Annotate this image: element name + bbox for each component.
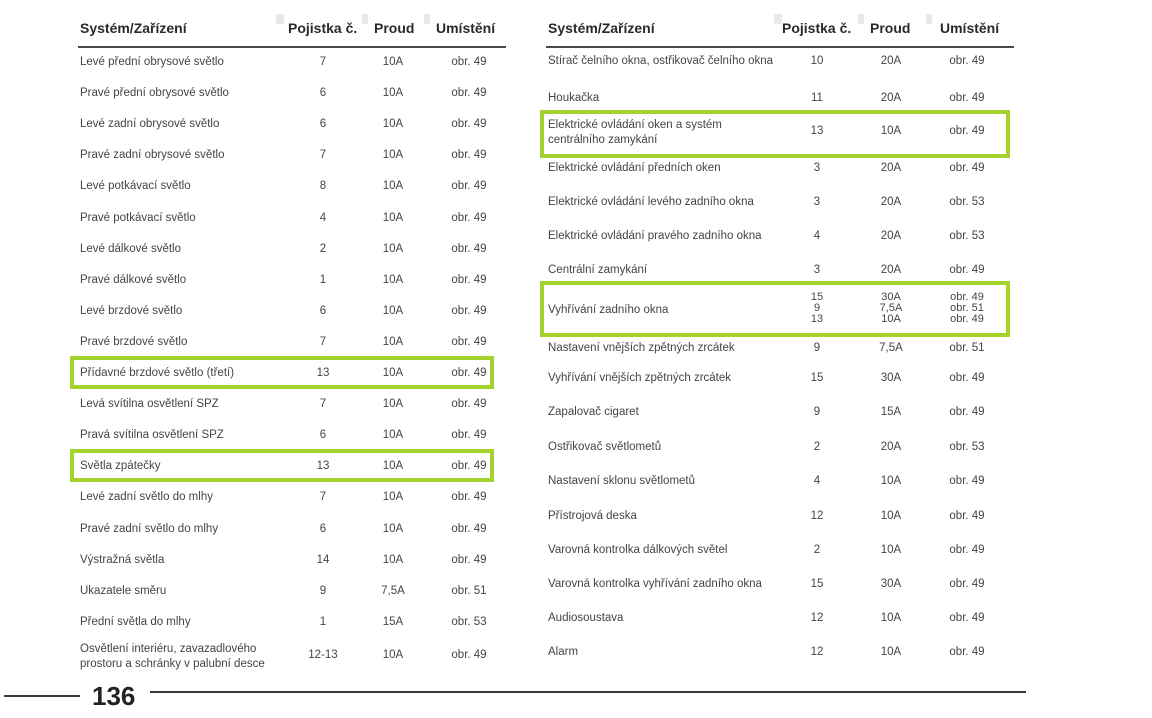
highlight-box <box>540 110 1010 158</box>
header-fuse: Pojistka č. <box>288 20 358 36</box>
cell-fuse: 7 <box>319 335 327 348</box>
cell-fuse: 2 <box>813 441 821 453</box>
cell-current: 30A <box>880 578 902 590</box>
cell-system: Nastavení sklonu světlometů <box>548 475 696 487</box>
table-row <box>546 340 1014 370</box>
cell-location: obr. 49 <box>949 646 985 658</box>
cell-current: 10A <box>382 118 404 131</box>
cell-system: Výstražná světla <box>80 553 165 566</box>
cell-fuse: 15 <box>810 372 824 384</box>
cell-current: 7,5A <box>381 584 405 597</box>
header-system: Systém/Zařízení <box>80 20 187 36</box>
table-row <box>78 116 506 146</box>
cell-current: 10A <box>382 398 404 411</box>
cell-system: Osvětlení interiéru, zavazadlového prostoru a schránky v palubní desce <box>80 643 265 670</box>
table-row <box>78 210 506 240</box>
cell-fuse: 9 <box>813 342 821 354</box>
cell-fuse: 12 <box>810 646 824 658</box>
cell-location: obr. 49 <box>451 242 487 255</box>
cell-location: obr. 49 <box>451 522 487 535</box>
cell-fuse: 12-13 <box>308 649 338 661</box>
cell-current: 10A <box>382 367 404 379</box>
cell-system: Ukazatele směru <box>80 584 167 597</box>
table-row <box>546 576 1014 606</box>
cell-current: 20A <box>880 196 902 208</box>
highlight-box <box>70 356 494 389</box>
table-header <box>78 14 506 48</box>
table-row <box>546 508 1014 538</box>
cell-system: Světla zpátečky <box>80 460 161 473</box>
cell-fuse: 6 <box>319 429 327 442</box>
cell-system: Pravá svítilna osvětlení SPZ <box>80 429 224 442</box>
table-row <box>546 370 1014 400</box>
cell-location: obr. 53 <box>949 230 985 242</box>
cell-current: 10A <box>880 475 902 487</box>
cell-location: obr. 49 <box>451 491 487 504</box>
cell-system: Přístrojová deska <box>548 510 637 522</box>
cell-fuse: 11 <box>811 92 823 104</box>
table-row <box>78 552 506 582</box>
cell-system: Levé brzdové světlo <box>80 304 183 317</box>
cell-current: 20A <box>880 162 902 174</box>
footer-rule <box>150 691 1026 693</box>
cell-system: Varovná kontrolka dálkových světel <box>548 544 728 556</box>
cell-location: obr. 49 <box>949 510 985 522</box>
cell-location: obr. 49 <box>451 304 487 317</box>
cell-fuse: 6 <box>319 304 327 317</box>
cell-current: 10A <box>880 125 902 137</box>
table-row <box>78 642 506 676</box>
cell-location: obr. 49 <box>451 553 487 566</box>
cell-current: 30A <box>880 372 902 384</box>
cell-location: obr. 49 <box>949 264 985 276</box>
cell-system: Elektrické ovládání levého zadního okna <box>548 196 754 208</box>
cell-fuse: 12 <box>810 612 824 624</box>
footer-rule <box>4 695 80 697</box>
table-row <box>546 228 1014 258</box>
cell-fuse: 9 <box>319 584 327 597</box>
cell-fuse: 2 <box>813 544 821 556</box>
cell-fuse: 15 <box>810 578 824 590</box>
cell-fuse: 13 <box>810 125 824 137</box>
cell-location: obr. 53 <box>949 441 985 453</box>
table-row <box>78 178 506 208</box>
cell-fuse: 6 <box>319 118 327 131</box>
table-row <box>78 521 506 551</box>
cell-system: Elektrické ovládání předních oken <box>548 162 721 174</box>
cell-system: Přední světla do mlhy <box>80 615 191 628</box>
cell-fuse: 1 <box>319 273 327 286</box>
cell-current: 10A <box>382 304 404 317</box>
cell-system: Vyhřívání zadního okna <box>548 304 669 316</box>
cell-location: obr. 49 <box>451 335 487 348</box>
cell-location: obr. 49 <box>451 118 487 131</box>
cell-system: Pravé brzdové světlo <box>80 335 188 348</box>
table-row <box>78 396 506 426</box>
cell-fuse: 3 <box>813 196 821 208</box>
cell-current: 10A <box>382 460 404 473</box>
cell-fuse: 10 <box>810 55 824 67</box>
table-row <box>78 54 506 84</box>
cell-system: Levé zadní obrysové světlo <box>80 118 220 131</box>
table-row <box>546 439 1014 469</box>
cell-location: obr. 51 <box>451 584 487 597</box>
cell-fuse: 3 <box>813 162 821 174</box>
cell-system: Elektrické ovládání oken a systém centrálního zamykání <box>548 119 722 146</box>
cell-location: obr. 49 <box>451 273 487 286</box>
cell-fuse: 7 <box>319 56 327 68</box>
cell-location: obr. 49 <box>451 460 487 473</box>
cell-system: Centrální zamykání <box>548 264 648 276</box>
cell-system: Houkačka <box>548 92 600 104</box>
cell-location: obr. 49 <box>949 162 985 174</box>
cell-location: obr. 49 <box>451 149 487 162</box>
cell-fuse: 1 <box>319 615 327 628</box>
cell-system: Levé přední obrysové světlo <box>80 56 224 68</box>
table-row <box>546 473 1014 503</box>
cell-current: 10A <box>382 149 404 162</box>
table-row <box>546 610 1014 640</box>
cell-current: 15A <box>382 615 404 628</box>
highlight-box <box>70 449 494 482</box>
cell-system: Nastavení vnějších zpětných zrcátek <box>548 342 735 354</box>
cell-current: 20A <box>880 92 902 104</box>
header-current: Proud <box>870 20 911 36</box>
cell-fuse: 13 <box>316 367 330 379</box>
table-row <box>78 272 506 302</box>
cell-location: obr. 49 <box>451 398 487 411</box>
cell-location: obr. 51 <box>949 342 985 354</box>
cell-current: 10A <box>382 553 404 566</box>
cell-location: obr. 49 <box>451 87 487 100</box>
cell-fuse: 15 9 13 <box>810 291 824 325</box>
cell-fuse: 4 <box>813 230 821 242</box>
cell-system: Pravé zadní obrysové světlo <box>80 149 225 162</box>
cell-fuse: 9 <box>813 406 821 418</box>
cell-system: Levé zadní světlo do mlhy <box>80 491 213 504</box>
cell-location: obr. 49 <box>949 475 985 487</box>
cell-system: Elektrické ovládání pravého zadního okna <box>548 230 762 242</box>
cell-current: 10A <box>382 180 404 193</box>
cell-system: Vyhřívání vnějších zpětných zrcátek <box>548 372 732 384</box>
cell-current: 10A <box>382 211 404 224</box>
table-row <box>78 614 506 644</box>
cell-current: 10A <box>382 429 404 442</box>
cell-fuse: 4 <box>813 475 821 487</box>
header-fuse: Pojistka č. <box>782 20 852 36</box>
cell-system: Pravé zadní světlo do mlhy <box>80 522 219 535</box>
cell-fuse: 6 <box>319 522 327 535</box>
cell-current: 20A <box>880 55 902 67</box>
cell-location: obr. 49 <box>949 612 985 624</box>
table-header <box>546 14 1014 48</box>
cell-current: 10A <box>382 335 404 348</box>
cell-system: Pravé dálkové světlo <box>80 273 187 286</box>
table-row <box>546 542 1014 572</box>
cell-fuse: 7 <box>319 149 327 162</box>
table-row <box>78 147 506 177</box>
cell-location: obr. 49 <box>949 125 985 137</box>
cell-location: obr. 49 <box>451 367 487 379</box>
cell-system: Varovná kontrolka vyhřívání zadního okna <box>548 578 762 590</box>
table-row <box>78 303 506 333</box>
cell-current: 20A <box>880 441 902 453</box>
cell-system: Pravé přední obrysové světlo <box>80 87 229 100</box>
table-row <box>546 404 1014 434</box>
header-location: Umístění <box>436 20 496 36</box>
highlight-box <box>540 281 1010 337</box>
table-row <box>546 53 1014 83</box>
cell-fuse: 6 <box>319 87 327 100</box>
cell-current: 10A <box>382 491 404 504</box>
cell-current: 10A <box>880 544 902 556</box>
cell-location: obr. 49 <box>451 649 487 661</box>
table-row <box>546 160 1014 190</box>
cell-location: obr. 49 <box>451 56 487 68</box>
table-row <box>78 85 506 115</box>
cell-fuse: 4 <box>319 211 327 224</box>
table-row <box>546 644 1014 674</box>
cell-system: Levé potkávací světlo <box>80 180 191 193</box>
cell-location: obr. 49 <box>949 544 985 556</box>
cell-location: obr. 53 <box>451 615 487 628</box>
cell-current: 7,5A <box>879 342 903 354</box>
cell-current: 10A <box>880 510 902 522</box>
cell-current: 20A <box>880 230 902 242</box>
cell-fuse: 7 <box>319 491 327 504</box>
cell-location: obr. 49 <box>451 211 487 224</box>
cell-location: obr. 49 obr. 51 obr. 49 <box>950 291 984 325</box>
header-system: Systém/Zařízení <box>548 20 655 36</box>
cell-system: Ostřikovač světlometů <box>548 441 662 453</box>
cell-system: Stírač čelního okna, ostřikovač čelního okna <box>548 55 774 67</box>
cell-location: obr. 49 <box>949 92 985 104</box>
cell-current: 10A <box>382 56 404 68</box>
cell-location: obr. 53 <box>949 196 985 208</box>
cell-system: Levá svítilna osvětlení SPZ <box>80 398 219 411</box>
cell-current: 10A <box>382 273 404 286</box>
cell-location: obr. 49 <box>451 429 487 442</box>
table-row <box>78 489 506 519</box>
cell-current: 10A <box>880 646 902 658</box>
cell-fuse: 7 <box>319 398 327 411</box>
cell-fuse: 2 <box>319 242 327 255</box>
page-number: 136 <box>92 681 136 711</box>
cell-system: Alarm <box>548 646 579 658</box>
cell-location: obr. 49 <box>949 372 985 384</box>
cell-system: Přídavné brzdové světlo (třetí) <box>80 367 235 379</box>
cell-fuse: 14 <box>316 553 330 566</box>
header-current: Proud <box>374 20 415 36</box>
cell-location: obr. 49 <box>949 406 985 418</box>
table-row <box>78 583 506 613</box>
cell-fuse: 13 <box>316 460 330 473</box>
cell-fuse: 8 <box>319 180 327 193</box>
cell-location: obr. 49 <box>949 578 985 590</box>
cell-location: obr. 49 <box>451 180 487 193</box>
cell-location: obr. 49 <box>949 55 985 67</box>
table-row <box>78 241 506 271</box>
cell-fuse: 12 <box>810 510 824 522</box>
cell-current: 10A <box>382 522 404 535</box>
header-location: Umístění <box>940 20 1000 36</box>
cell-current: 15A <box>880 406 902 418</box>
cell-system: Levé dálkové světlo <box>80 242 182 255</box>
cell-system: Pravé potkávací světlo <box>80 211 196 224</box>
cell-system: Zapalovač cigaret <box>548 406 639 418</box>
cell-current: 10A <box>382 649 404 661</box>
cell-current: 20A <box>880 264 902 276</box>
cell-current: 10A <box>880 612 902 624</box>
cell-system: Audiosoustava <box>548 612 624 624</box>
cell-current: 10A <box>382 87 404 100</box>
cell-current: 10A <box>382 242 404 255</box>
table-row <box>546 194 1014 224</box>
cell-fuse: 3 <box>813 264 821 276</box>
cell-current: 30A 7,5A 10A <box>879 291 903 325</box>
